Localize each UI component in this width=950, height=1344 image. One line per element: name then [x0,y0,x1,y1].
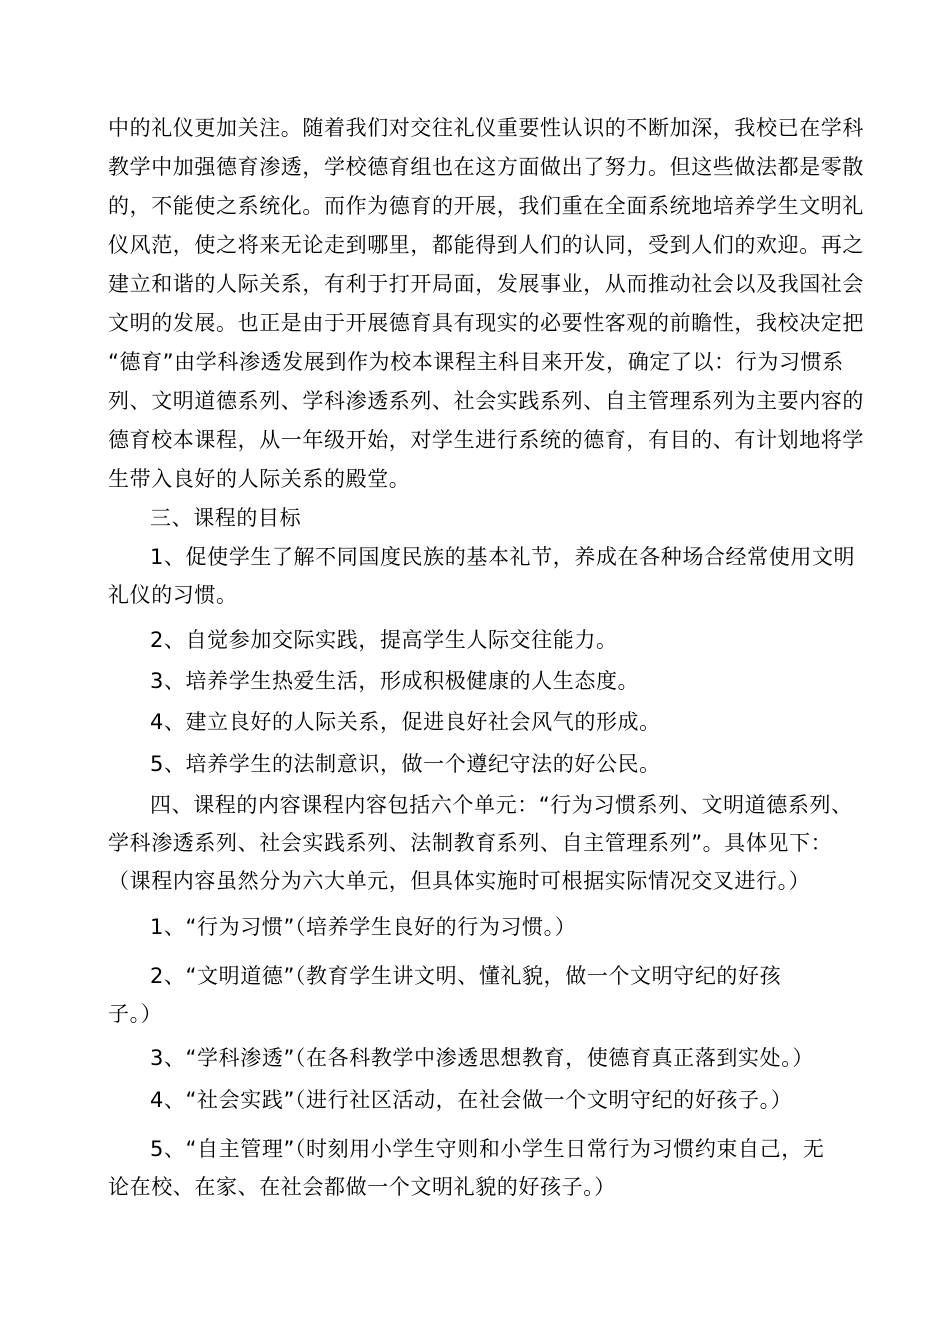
paragraph-line: 德育校本课程，从一年级开始，对学生进行系统的德育，有目的、有计划地将学 [108,428,864,452]
goal-item-1: 1、促使学生了解不同国度民族的基本礼节，养成在各种场合经常使用文明 [150,545,856,569]
section-heading-goals: 三、课程的目标 [150,506,302,530]
paragraph-line: 生带入良好的人际关系的殿堂。 [108,467,411,491]
paragraph-line: （课程内容虽然分为六大单元，但具体实施时可根据实际情况交叉进行。） [108,869,811,893]
content-item-5: 5、“自主管理”（时刻用小学生守则和小学生日常行为习惯约束自己，无 [150,1137,825,1161]
paragraph-line: 文明的发展。也正是由于开展德育具有现实的必要性客观的前瞻性，我校决定把 [108,311,864,335]
content-item-4: 4、“社会实践”（进行社区活动，在社会做一个文明守纪的好孩子。） [150,1088,793,1112]
paragraph-line: “德育”由学科渗透发展到作为校本课程主科目来开发，确定了以：行为习惯系 [108,350,844,374]
content-item-2-continued: 子。） [108,1002,163,1026]
paragraph-line: 中的礼仪更加关注。随着我们对交往礼仪重要性认识的不断加深，我校已在学科 [108,116,864,140]
content-item-2: 2、“文明道德”（教育学生讲文明、懂礼貌，做一个文明守纪的好孩 [150,964,782,988]
goal-item-2: 2、自觉参加交际实践，提高学生人际交往能力。 [150,628,618,652]
paragraph-line: 列、文明道德系列、学科渗透系列、社会实践系列、自主管理系列为主要内容的 [108,389,864,413]
content-item-3: 3、“学科渗透”（在各科教学中渗透思想教育，使德育真正落到实处。） [150,1046,814,1070]
goal-item-4: 4、建立良好的人际关系，促进良好社会风气的形成。 [150,710,661,734]
content-item-5-continued: 论在校、在家、在社会都做一个文明礼貌的好孩子。） [108,1175,616,1199]
paragraph-line: 学科渗透系列、社会实践系列、法制教育系列、自主管理系列”。具体见下： [108,831,833,855]
paragraph-line: 建立和谐的人际关系，有利于打开局面，发展事业，从而推动社会以及我国社会 [108,272,864,296]
paragraph-line: 仪风范，使之将来无论走到哪里，都能得到人们的认同，受到人们的欢迎。再之 [108,233,864,257]
paragraph-line: 教学中加强德育渗透，学校德育组也在这方面做出了努力。但这些做法都是零散 [108,155,864,179]
section-heading-content: 四、课程的内容课程内容包括六个单元：“行为习惯系列、文明道德系列、 [150,793,853,817]
goal-item-5: 5、培养学生的法制意识，做一个遵纪守法的好公民。 [150,752,661,776]
content-item-1: 1、“行为习惯”（培养学生良好的行为习惯。） [150,915,577,939]
goal-item-1-continued: 礼仪的习惯。 [108,583,238,607]
goal-item-3: 3、培养学生热爱生活，形成积极健康的人生态度。 [150,669,640,693]
paragraph-line: 的，不能使之系统化。而作为德育的开展，我们重在全面系统地培养学生文明礼 [108,194,864,218]
